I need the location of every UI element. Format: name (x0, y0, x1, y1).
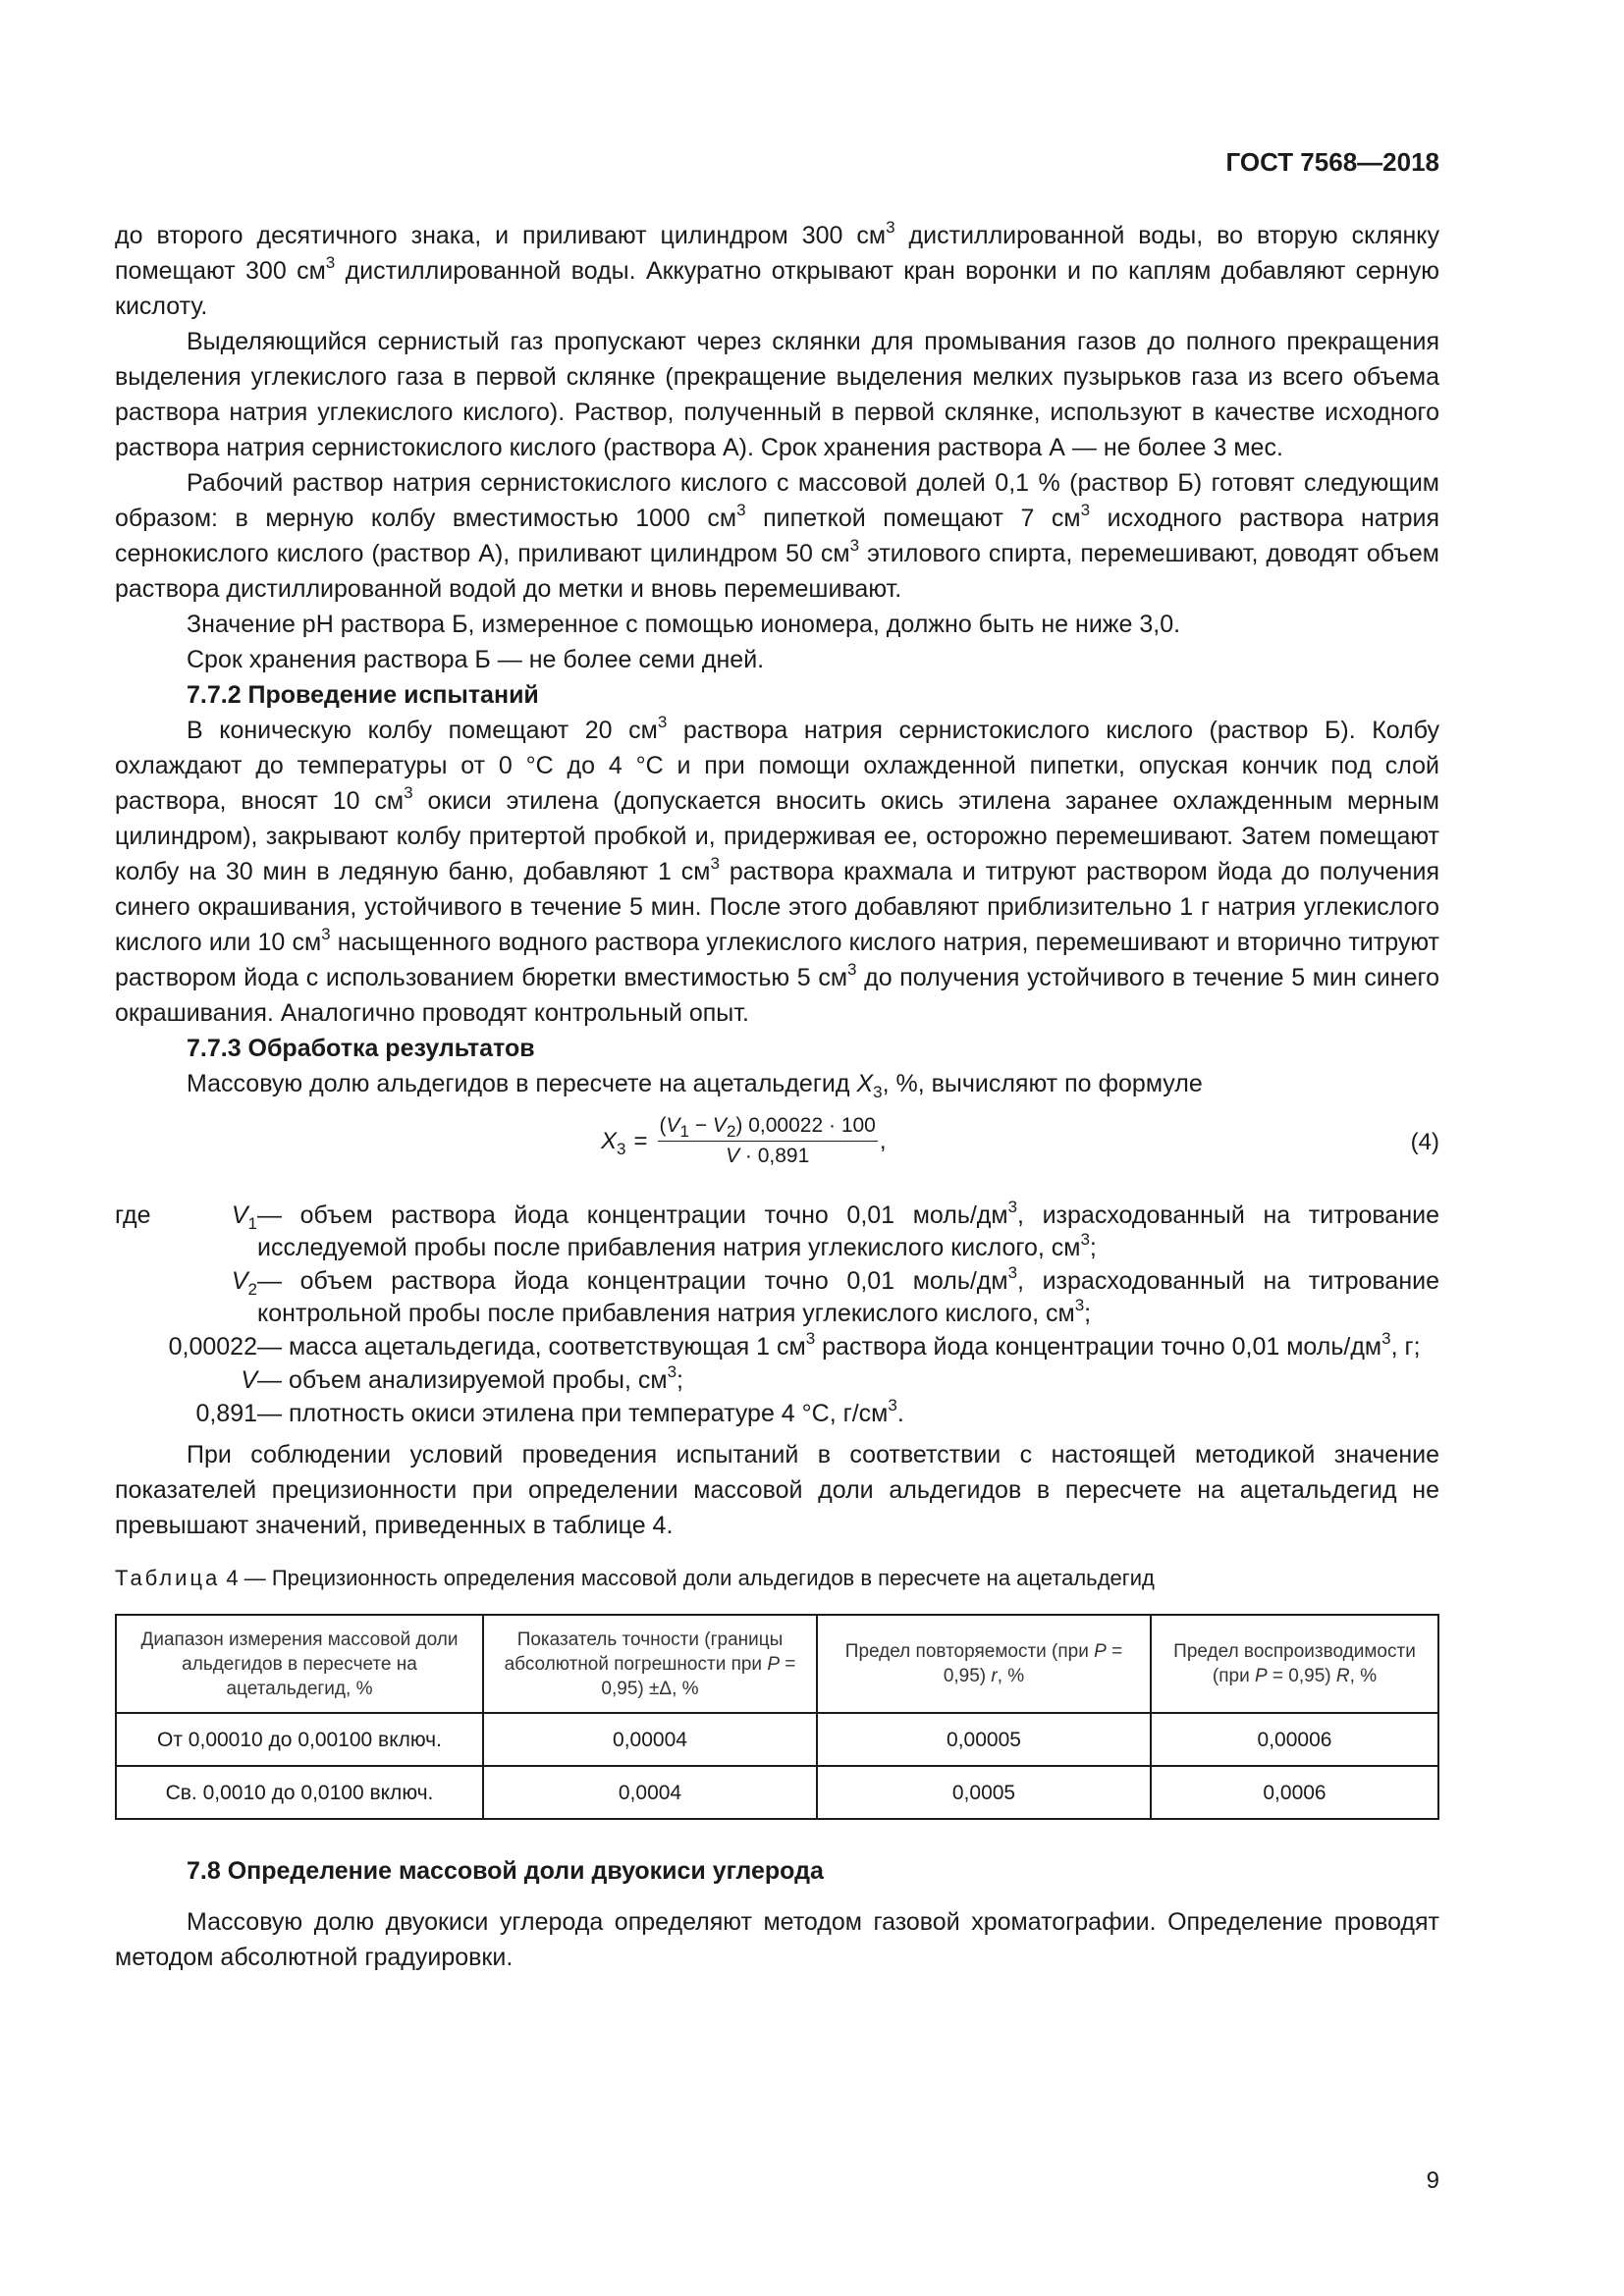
table-header-accuracy: Показатель точности (границы абсолютной погрешности при P = 0,95) ±Δ, % (483, 1615, 817, 1713)
legend-symbol: V (241, 1366, 257, 1394)
table-header-repeatability: Предел повторяемости (при P = 0,95) r, % (817, 1615, 1151, 1713)
legend-symbol: где $V_1$ (115, 1201, 257, 1233)
legend-symbol: 0,00022 (168, 1333, 257, 1361)
legend-row (115, 1265, 1439, 1331)
section-heading-7-8: 7.8 Определение массовой доли двуокиси углерода (187, 1857, 824, 1885)
page-content (115, 218, 1439, 1975)
table-row (116, 1713, 1438, 1766)
table-cell: 0,0004 (483, 1766, 817, 1819)
formula-lhs: $X_3$ (601, 1127, 626, 1158)
paragraph-3: Рабочий раствор натрия сернистокислого кислого с массовой долей 0,1 % (раствор Б) готовят следующим образом: в мерную колбу вместимостью 1000 $см^3$ пипеткой помещают 7 $см^3$ исходного раствора натрия сернокислого кислого (раствор А), приливают цилиндром 50 $см^3$ этилового спирта, перемешивают, доводят объем раствора дистиллированной водой до метки и вновь перемешивают. (115, 469, 1440, 603)
formula-4 (115, 1105, 1439, 1188)
precision-table (115, 1614, 1439, 1820)
table-cell: 0,00005 (817, 1713, 1151, 1766)
table-cell: 0,0006 (1151, 1766, 1438, 1819)
paragraph-8: При соблюдении условий проведения испытаний в соответствии с настоящей методикой значение показателей прецизионности при определении массовой доли альдегидов в пересчете на ацетальдегид не превышают значений, приведенных в таблице 4. (115, 1441, 1439, 1539)
formula-comma: , (879, 1127, 887, 1154)
table-cell: 0,00004 (483, 1713, 817, 1766)
formula-equals: = (633, 1127, 648, 1154)
formula-fraction (658, 1113, 878, 1169)
table-header-range: Диапазон измерения массовой доли альдегидов в пересчете на ацетальдегид, % (116, 1615, 483, 1713)
paragraph-2: Выделяющийся сернистый газ пропускают через склянки для промывания газов до полного прекращения выделения углекислого газа в первой склянке (прекращение выделения мелких пузырьков газа из всего объема раствора натрия углекислого кислого). Раствор, полученный в первой склянке, используют в качестве исходного раствора натрия сернистокислого кислого (раствора А). Срок хранения раствора А — не более 3 мес. (115, 328, 1439, 461)
formula-denominator: V · 0,891 (726, 1145, 810, 1167)
page-number: 9 (1426, 2167, 1439, 2194)
table-cell: От 0,00010 до 0,00100 включ. (116, 1713, 483, 1766)
table-caption: Таблица 4 — Прецизионность определения массовой доли альдегидов в пересчете на ацетальдегид (115, 1566, 1155, 1590)
table-cell: 0,0005 (817, 1766, 1151, 1819)
paragraph-5: Срок хранения раствора Б — не более семи дней. (187, 646, 765, 673)
formula-legend (115, 1197, 1440, 1431)
legend-description: — объем раствора йода концентрации точно 0,01 моль/$дм^3$, израсходованный на титрование исследуемой пробы после прибавления натрия углекислого кислого, $см^3$; (257, 1197, 1440, 1261)
formula-numerator: $(V_1 - V_2) 0,00022 \cdot 100$ (659, 1114, 876, 1142)
paragraph-9: Массовую долю двуокиси углерода определяют методом газовой хроматографии. Определение проводят методом абсолютной градуировки. (115, 1908, 1439, 1971)
section-heading-7-7-3: 7.7.3 Обработка результатов (187, 1035, 535, 1062)
paragraph-7: Массовую долю альдегидов в пересчете на ацетальдегид $X_3$, %, вычисляют по формуле (187, 1070, 1203, 1101)
legend-description: — объем раствора йода концентрации точно 0,01 моль/$дм^3$, израсходованный на титрование контрольной пробы после прибавления натрия углекислого кислого, $см^3$; (257, 1262, 1440, 1327)
standard-code-header: ГОСТ 7568—2018 (1225, 147, 1439, 177)
legend-description: — масса ацетальдегида, соответствующая 1 $см^3$ раствора йода концентрации точно 0,01 моль/$дм^3$, г; (257, 1328, 1421, 1361)
table-header-reproducibility: Предел воспроизводимости (при P = 0,95) R, % (1151, 1615, 1438, 1713)
paragraph-1: до второго десятичного знака, и приливают цилиндром 300 $см^3$ дистиллированной воды, во вторую склянку помещают 300 $см^3$ дистиллированной воды. Аккуратно открывают кран воронки и по каплям добавляют серную кислоту. (115, 217, 1440, 320)
legend-description: — объем анализируемой пробы, $см^3$; (257, 1362, 683, 1394)
legend-symbol: 0,891 (195, 1400, 257, 1427)
legend-row (115, 1398, 1439, 1431)
legend-row (115, 1364, 1439, 1398)
legend-row (115, 1331, 1439, 1364)
legend-row (115, 1200, 1439, 1265)
formula-body (601, 1113, 887, 1169)
table-header-row (116, 1615, 1438, 1713)
table-cell: Св. 0,0010 до 0,0100 включ. (116, 1766, 483, 1819)
section-heading-7-7-2: 7.7.2 Проведение испытаний (187, 681, 539, 709)
table-row (116, 1766, 1438, 1819)
legend-symbol: $V_2$ (231, 1267, 257, 1299)
formula-number: (4) (1410, 1129, 1439, 1155)
legend-description: — плотность окиси этилена при температуре 4 °С, $г/см^3$. (257, 1395, 904, 1427)
table-cell: 0,00006 (1151, 1713, 1438, 1766)
paragraph-4: Значение pH раствора Б, измеренное с помощью иономера, должно быть не ниже 3,0. (187, 611, 1181, 638)
paragraph-6: В коническую колбу помещают 20 $см^3$ раствора натрия сернистокислого кислого (раствор Б). Колбу охлаждают до температуры от 0 °С до 4 °С и при помощи охлажденной пипетки, опуская кончик под слой раствора, вносят 10 $см^3$ окиси этилена (допускается вносить окись этилена заранее охлажденным мерным цилиндром), закрывают колбу притертой пробкой и, придерживая ее, осторожно перемешивают. Затем помещают колбу на 30 мин в ледяную баню, добавляют 1 $см^3$ раствора крахмала и титруют раствором йода до получения синего окрашивания, устойчивого в течение 5 мин. После этого добавляют приблизительно 1 г натрия углекислого кислого или 10 $см^3$ насыщенного водного раствора углекислого кислого натрия, перемешивают и вторично титруют раствором йода с использованием бюретки вместимостью 5 $см^3$ до получения устойчивого в течение 5 мин синего окрашивания. Аналогично проводят контрольный опыт. (115, 712, 1440, 1027)
